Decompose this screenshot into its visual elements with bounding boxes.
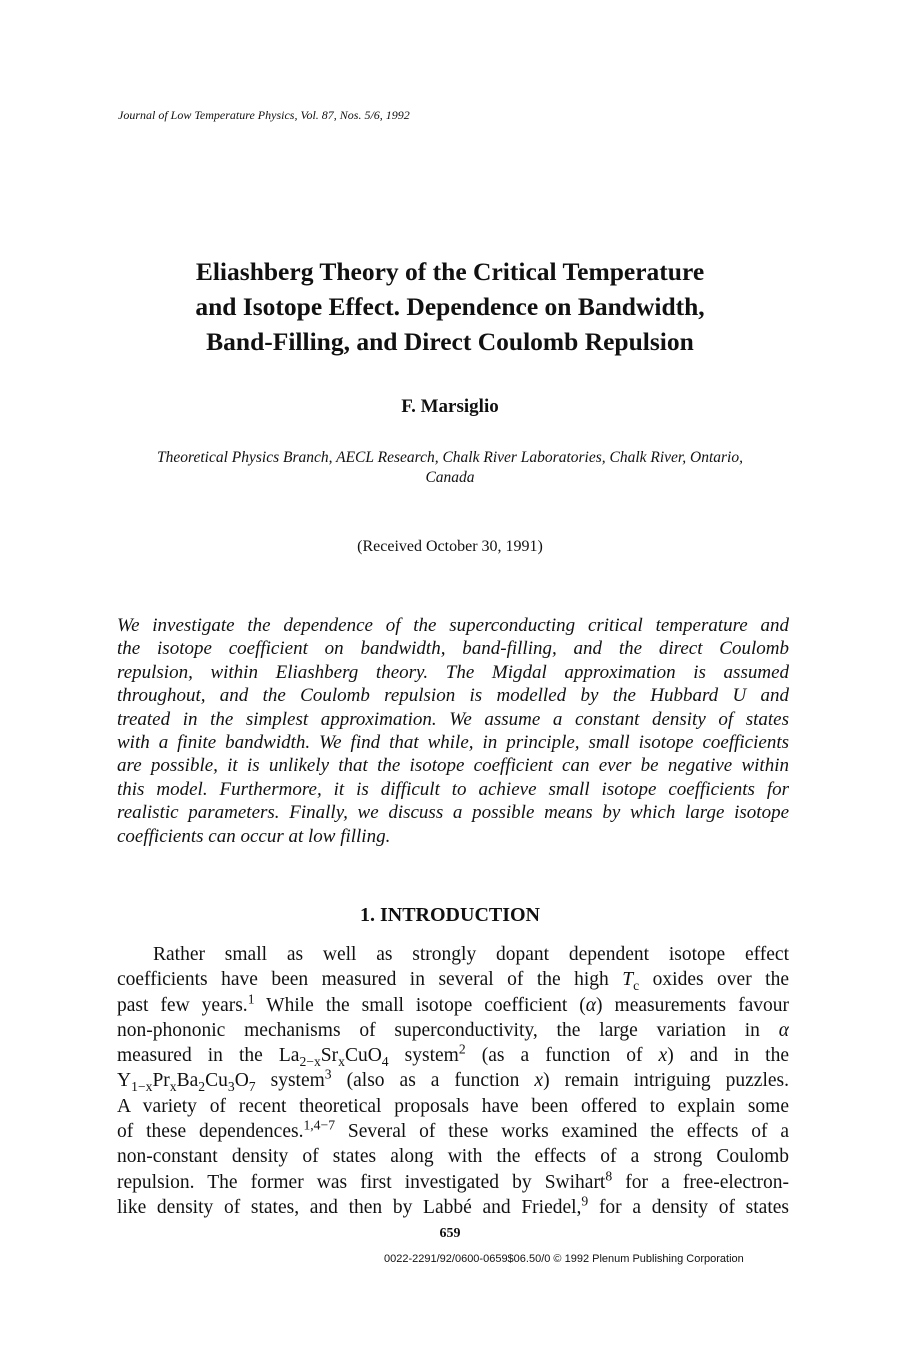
body-line: repulsion. The former was first investigated by Swihart$^8$ for a free-electron-: [117, 1169, 789, 1193]
body-line: non-constant density of states along with the effects of a strong Coulomb: [117, 1146, 789, 1168]
affiliation-line: Theoretical Physics Branch, AECL Research, Chalk River Laboratories, Chalk River, Ontario,: [157, 449, 743, 466]
footnote-ref: 2: [458, 1043, 466, 1057]
footnote-ref: 8: [605, 1169, 613, 1184]
section-heading: 1. INTRODUCTION: [359, 904, 541, 926]
introduction-text: [117, 942, 789, 1220]
title-line: Eliashberg Theory of the Critical Temperature: [195, 257, 705, 286]
footnote-ref: 1,4−7: [303, 1119, 336, 1133]
abstract-line: realistic parameters. Finally, we discuss a possible means by which large isotope: [117, 802, 789, 824]
body-line: A variety of recent theoretical proposals have been offered to explain some: [117, 1095, 789, 1117]
affiliation-line: Canada: [425, 469, 475, 486]
affiliation: [100, 448, 800, 488]
journal-citation: Journal of Low Temperature Physics, Vol. 87, Nos. 5/6, 1992: [118, 108, 410, 122]
abstract: [117, 614, 789, 848]
body-line: past few years.$^1$ While the small isotope coefficient (α) measurements favour: [117, 992, 789, 1016]
body-line: Rather small as well as strongly dopant dependent isotope effect: [153, 944, 789, 965]
abstract-line: the isotope coefficient on bandwidth, band-filling, and the direct Coulomb: [117, 638, 789, 660]
abstract-line: are possible, it is unlikely that the isotope coefficient can ever be negative within: [117, 755, 789, 777]
body-line: non-phononic mechanisms of superconductivity, the large variation in α: [117, 1019, 789, 1041]
title-line: Band-Filling, and Direct Coulomb Repulsion: [206, 327, 694, 356]
body-line: measured in the $La_{2-x}Sr_xCuO_4$ system$^2$ (as a function of x) and in the: [117, 1043, 789, 1069]
abstract-line: this model. Furthermore, it is difficult to achieve small isotope coefficients for: [117, 778, 789, 800]
footnote-ref: 3: [324, 1068, 332, 1082]
abstract-line: We investigate the dependence of the superconducting critical temperature and: [117, 615, 789, 636]
abstract-line: throughout, and the Coulomb repulsion is modelled by the Hubbard U and: [117, 685, 789, 707]
page-number: 659: [439, 1226, 461, 1241]
author-name: F. Marsiglio: [401, 396, 499, 417]
paper-title: [100, 254, 800, 359]
abstract-line: repulsion, within Eliashberg theory. The Migdal approximation is assumed: [117, 661, 789, 683]
received-date: (Received October 30, 1991): [357, 538, 543, 555]
footnote-ref: 9: [581, 1194, 589, 1209]
body-line: $Y_{1-x}Pr_xBa_2Cu_3O_7$ system$^3$ (also as a function x) remain intriguing puzzles.: [117, 1068, 789, 1094]
abstract-line: with a finite bandwidth. We find that while, in principle, small isotope coefficients: [117, 732, 789, 754]
copyright-line: 0022-2291/92/0600-0659$06.50/0 © 1992 Plenum Publishing Corporation: [384, 1253, 744, 1265]
body-line: coefficients have been measured in several of the high $T_c$ oxides over the: [117, 969, 789, 993]
body-line: like density of states, and then by Labbé and Friedel,$^9$ for a density of states: [117, 1194, 789, 1218]
title-line: and Isotope Effect. Dependence on Bandwidth,: [195, 292, 705, 321]
abstract-line: treated in the simplest approximation. We assume a constant density of states: [117, 708, 789, 730]
footnote-ref: 1: [247, 992, 255, 1007]
body-line: of these dependences.$^{1,4-7}$ Several of these works examined the effects of a: [117, 1119, 789, 1143]
abstract-line: coefficients can occur at low filling.: [117, 825, 391, 847]
